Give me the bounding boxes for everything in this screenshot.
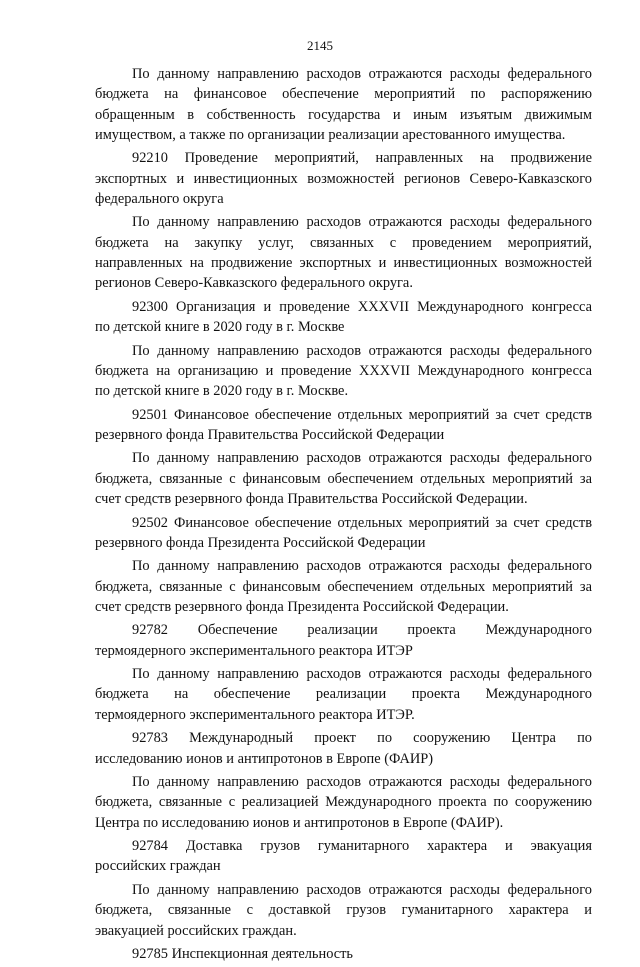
document-body — [95, 64, 592, 967]
text-line: бюджета, связанные с финансовым обеспечением отдельных мероприятий за — [95, 470, 592, 487]
text-line: счет средств резервного фонда Президента Российской Федерации. — [95, 598, 509, 615]
text-line: 92501 Финансовое обеспечение отдельных мероприятий за счет средств — [132, 406, 592, 423]
text-line: По данному направлению расходов отражаются расходы федерального — [132, 881, 592, 898]
paragraph — [95, 212, 592, 293]
text-line: резервного фонда Президента Российской Федерации — [95, 534, 426, 551]
text-line: термоядерного экспериментального реактора ИТЭР — [95, 642, 413, 659]
text-line: бюджета на финансовое обеспечение мероприятий по распоряжению — [95, 86, 592, 103]
text-line: бюджета, связанные с реализацией Международного проекта по сооружению — [95, 794, 592, 811]
text-line: бюджета на обеспечение реализации проекта Международного — [95, 686, 592, 703]
text-line: по детской книге в 2020 году в г. Москве. — [95, 383, 349, 400]
text-line: регионов Северо-Кавказского федерального округа. — [95, 275, 413, 292]
text-line: 92784 Доставка грузов гуманитарного характера и эвакуация — [132, 838, 592, 855]
paragraph — [95, 341, 592, 402]
text-line: 92300 Организация и проведение XXXVII Международного конгресса — [132, 298, 592, 315]
paragraph — [95, 880, 592, 941]
paragraph — [95, 772, 592, 833]
text-line: бюджета, связанные с доставкой грузов гуманитарного характера и — [95, 902, 592, 919]
text-line: термоядерного экспериментального реактора ИТЭР. — [95, 706, 415, 723]
text-line: бюджета на закупку услуг, связанных с проведением мероприятий, — [95, 234, 592, 251]
text-line: направленных на продвижение экспортных и инвестиционных возможностей — [95, 255, 592, 272]
text-line: 92502 Финансовое обеспечение отдельных мероприятий за счет средств — [132, 514, 592, 531]
text-line: По данному направлению расходов отражаются расходы федерального — [132, 342, 592, 359]
paragraph — [95, 405, 592, 446]
text-line: бюджета, связанные с финансовым обеспечением отдельных мероприятий за — [95, 578, 592, 595]
text-line: По данному направлению расходов отражаются расходы федерального — [132, 666, 592, 683]
text-line: обращенным в собственность государства и иным изъятым движимым — [95, 106, 592, 123]
paragraph — [95, 944, 592, 964]
text-line: 92210 Проведение мероприятий, направленных на продвижение — [132, 150, 592, 167]
text-line: экспортных и инвестиционных возможностей регионов Северо-Кавказского — [95, 170, 592, 187]
paragraph — [95, 513, 592, 554]
text-line: По данному направлению расходов отражаются расходы федерального — [132, 66, 592, 82]
text-line: По данному направлению расходов отражаются расходы федерального — [132, 450, 592, 467]
paragraph — [95, 620, 592, 661]
text-line: 92785 Инспекционная деятельность — [132, 945, 353, 962]
text-line: эвакуацией российских граждан. — [95, 922, 297, 939]
paragraph — [95, 836, 592, 877]
text-line: российских граждан — [95, 858, 221, 875]
text-line: резервного фонда Правительства Российской Федерации — [95, 426, 445, 443]
text-line: По данному направлению расходов отражаются расходы федерального — [132, 214, 592, 231]
text-line: 92783 Международный проект по сооружению Центра по — [132, 730, 592, 747]
paragraph — [95, 556, 592, 617]
text-line: 92782 Обеспечение реализации проекта Международного — [132, 622, 592, 639]
text-line: по детской книге в 2020 году в г. Москве — [95, 319, 345, 336]
text-line: Центра по исследованию ионов и антипротонов в Европе (ФАИР). — [95, 814, 504, 831]
text-line: исследованию ионов и антипротонов в Европе (ФАИР) — [95, 750, 434, 767]
paragraph — [95, 728, 592, 769]
paragraph — [95, 297, 592, 338]
text-line: счет средств резервного фонда Правительства Российской Федерации. — [95, 491, 528, 508]
page-number: 2145 — [307, 38, 333, 53]
paragraph — [95, 148, 592, 209]
text-line: федерального округа — [95, 190, 224, 207]
text-line: бюджета на организацию и проведение XXXVII Международного конгресса — [95, 362, 592, 379]
text-line: По данному направлению расходов отражаются расходы федерального — [132, 558, 592, 575]
paragraph — [95, 64, 592, 145]
paragraph — [95, 664, 592, 725]
text-line: имуществом, а также по организации реализации арестованного имущества. — [95, 126, 566, 143]
text-line: По данному направлению расходов отражаются расходы федерального — [132, 774, 592, 791]
paragraph — [95, 448, 592, 509]
